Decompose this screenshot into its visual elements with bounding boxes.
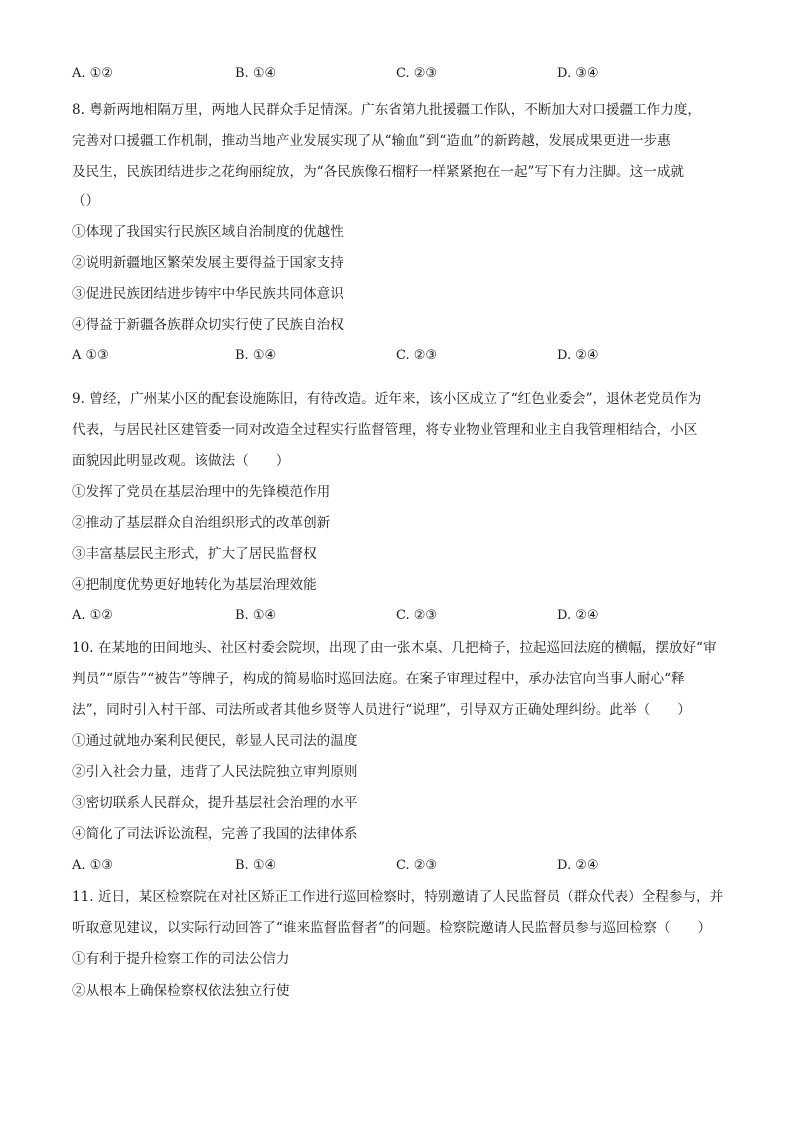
- q8-answer-blank: （）: [72, 193, 100, 209]
- q9-option-b[interactable]: B. ①④: [235, 608, 277, 623]
- q8-stem-line: 完善对口援疆工作机制，推动当地产业发展实现了从“输血”到“造血”的新跨越，发展成果更进一步惠: [72, 133, 671, 149]
- q9-statement-2: ②推动了基层群众自治组织形式的改革创新: [72, 515, 331, 531]
- q8-statement-4: ④得益于新疆各族群众切实行使了民族自治权: [72, 317, 344, 333]
- q10-option-b[interactable]: B. ①④: [235, 858, 277, 873]
- q10-statement-1: ①通过就地办案利民便民，彰显人民司法的温度: [72, 733, 358, 749]
- q8-option-b[interactable]: B. ①④: [235, 348, 277, 363]
- q7-option-c[interactable]: C. ②③: [396, 66, 438, 81]
- q10-option-a[interactable]: A. ①③: [72, 858, 113, 873]
- q9-options: [72, 606, 732, 626]
- q10-stem-line: 判员”“原告”“被告”等牌子，构成的简易临时巡回法庭。在案子审理过程中，承办法官向当事人耐心“释: [72, 671, 685, 687]
- q8-stem-line: 8. 粤新两地相隔万里，两地人民群众手足情深。广东省第九批援疆工作队，不断加大对口援疆工作力度，: [72, 102, 702, 118]
- q9-option-c[interactable]: C. ②③: [396, 608, 438, 623]
- q8-option-c[interactable]: C. ②③: [396, 348, 438, 363]
- q8-statement-1: ①体现了我国实行民族区域自治制度的优越性: [72, 224, 344, 240]
- q8-statement-3: ③促进民族团结进步铸牢中华民族共同体意识: [72, 286, 344, 302]
- q8-option-d[interactable]: D. ②④: [557, 348, 599, 363]
- q11-statement-1: ①有利于提升检察工作的司法公信力: [72, 951, 290, 967]
- q8-statement-2: ②说明新疆地区繁荣发展主要得益于国家支持: [72, 255, 344, 271]
- q10-options: [72, 856, 732, 876]
- q11-stem-line: 11. 近日，某区检察院在对社区矫正工作进行巡回检察时，特别邀请了人民监督员（群众代表）全程参与，并: [72, 889, 724, 905]
- q10-stem-line: 法”，同时引入村干部、司法所或者其他乡贤等人员进行“说理”，引导双方正确处理纠纷。此举（ ）: [72, 702, 691, 718]
- q9-option-a[interactable]: A. ①②: [72, 608, 113, 623]
- q9-stem-line: 面貌因此明显改观。该做法（ ）: [72, 453, 290, 469]
- q11-statement-2: ②从根本上确保检察权依法独立行使: [72, 983, 290, 999]
- q9-option-d[interactable]: D. ②④: [557, 608, 599, 623]
- q9-statement-1: ①发挥了党员在基层治理中的先锋模范作用: [72, 484, 331, 500]
- q7-option-d[interactable]: D. ③④: [557, 66, 599, 81]
- q10-statement-3: ③密切联系人民群众，提升基层社会治理的水平: [72, 795, 358, 811]
- q9-statement-4: ④把制度优势更好地转化为基层治理效能: [72, 577, 317, 593]
- q9-statement-3: ③丰富基层民主形式，扩大了居民监督权: [72, 546, 317, 562]
- q9-stem-line: 代表，与居民社区建管委一同对改造全过程实行监督管理，将专业物业管理和业主自我管理相结合，小区: [72, 422, 698, 438]
- q10-stem-line: 10. 在某地的田间地头、社区村委会院坝，出现了由一张木桌、几把椅子，拉起巡回法庭的横幅，摆放好“审: [72, 640, 717, 656]
- q10-statement-2: ②引入社会力量，违背了人民法院独立审判原则: [72, 764, 358, 780]
- q10-statement-4: ④简化了司法诉讼流程，完善了我国的法律体系: [72, 826, 358, 842]
- q7-option-a[interactable]: A. ①②: [72, 66, 113, 81]
- q10-option-c[interactable]: C. ②③: [396, 858, 438, 873]
- q7-options: [72, 64, 732, 84]
- q8-options: [72, 346, 732, 366]
- q11-stem-line: 听取意见建议，以实际行动回答了“谁来监督监督者”的问题。检察院邀请人民监督员参与巡回检察（ ）: [72, 920, 712, 936]
- q9-stem-line: 9. 曾经，广州某小区的配套设施陈旧，有待改造。近年来，该小区成立了“红色业委会”，退休老党员作为: [72, 391, 702, 407]
- q7-option-b[interactable]: B. ①④: [235, 66, 277, 81]
- q8-stem-line: 及民生，民族团结进步之花绚丽绽放，为“各民族像石榴籽一样紧紧抱在一起”写下有力注脚。这一成就: [72, 164, 685, 180]
- q8-option-a[interactable]: A ①③: [72, 348, 109, 363]
- q10-option-d[interactable]: D. ②④: [557, 858, 599, 873]
